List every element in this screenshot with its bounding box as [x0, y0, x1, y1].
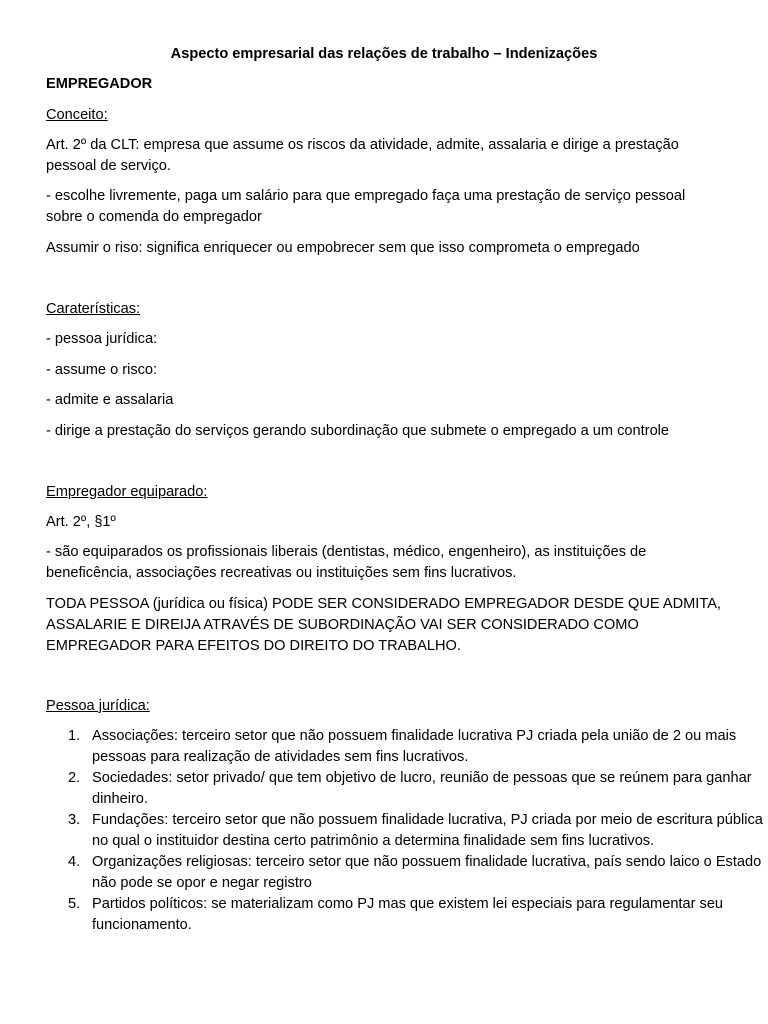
list-item-text: Sociedades: setor privado/ que tem objetivo de lucro, reunião de pessoas que se reúnem para ganhar dinheiro.	[92, 770, 752, 807]
heading-caracteristicas: Caraterísticas:	[46, 301, 141, 317]
list-item-caracteristica: - assume o risco:	[46, 362, 158, 378]
paragraph-conceito-3: Assumir o riso: significa enriquecer ou empobrecer sem que isso comprometa o empregado	[46, 240, 640, 256]
heading-conceito: Conceito:	[46, 107, 108, 123]
list-number: 2.	[68, 770, 81, 786]
list-item	[68, 810, 768, 852]
heading-empregador-equiparado: Empregador equiparado:	[46, 484, 208, 500]
paragraph-equiparado-2: - são equiparados os profissionais liberais (dentistas, médico, engenheiro), as instituições de beneficência, associações recreativas ou instituições sem fins lucrativos.	[46, 544, 647, 581]
list-item-text: Associações: terceiro setor que não possuem finalidade lucrativa PJ criada pela união de 2 ou mais pessoas para realização de atividades sem fins lucrativos.	[92, 728, 737, 765]
list-number: 5.	[68, 896, 81, 912]
list-number: 1.	[68, 728, 81, 744]
paragraph-equiparado-1: Art. 2º, §1º	[46, 514, 116, 530]
list-item-text: Fundações: terceiro setor que não possuem finalidade lucrativa, PJ criada por meio de escritura pública no qual o instituidor destina certo patrimônio a determina finalidade sem fins lucrativos.	[92, 812, 763, 849]
document-title: Aspecto empresarial das relações de trabalho – Indenizações	[170, 46, 598, 62]
list-item	[68, 768, 768, 810]
paragraph-conceito-2: - escolhe livremente, paga um salário para que empregado faça uma prestação de serviço pessoal sobre o comenda do empregador	[46, 188, 686, 225]
list-item-text: Organizações religiosas: terceiro setor que não possuem finalidade lucrativa, país sendo laico o Estado não pode se opor e negar registro	[92, 854, 762, 891]
list-item-caracteristica: - dirige a prestação do serviços gerando subordinação que submete o empregado a um controle	[46, 423, 670, 439]
list-item	[68, 726, 768, 768]
list-item	[68, 894, 768, 936]
heading-pessoa-juridica: Pessoa jurídica:	[46, 698, 150, 714]
list-item-caracteristica: - admite e assalaria	[46, 392, 174, 408]
list-item-text: Partidos políticos: se materializam como PJ mas que existem lei especiais para regulamentar seu funcionamento.	[92, 896, 724, 933]
paragraph-conceito-1: Art. 2º da CLT: empresa que assume os riscos da atividade, admite, assalaria e dirige a prestação pessoal de serviço.	[46, 137, 679, 174]
list-number: 4.	[68, 854, 81, 870]
section-heading-empregador: EMPREGADOR	[46, 76, 153, 92]
list-item-caracteristica: - pessoa jurídica:	[46, 331, 158, 347]
paragraph-equiparado-3: TODA PESSOA (jurídica ou física) PODE SER CONSIDERADO EMPREGADOR DESDE QUE ADMITA, ASSALARIE E DIREIJA ATRAVÉS DE SUBORDINAÇÃO VAI SER CONSIDERADO COMO EMPREGADOR PARA EFEITOS DO DIREITO DO TRABALHO.	[46, 596, 721, 654]
list-item	[68, 852, 768, 894]
list-number: 3.	[68, 812, 81, 828]
pessoa-juridica-list	[46, 726, 768, 936]
